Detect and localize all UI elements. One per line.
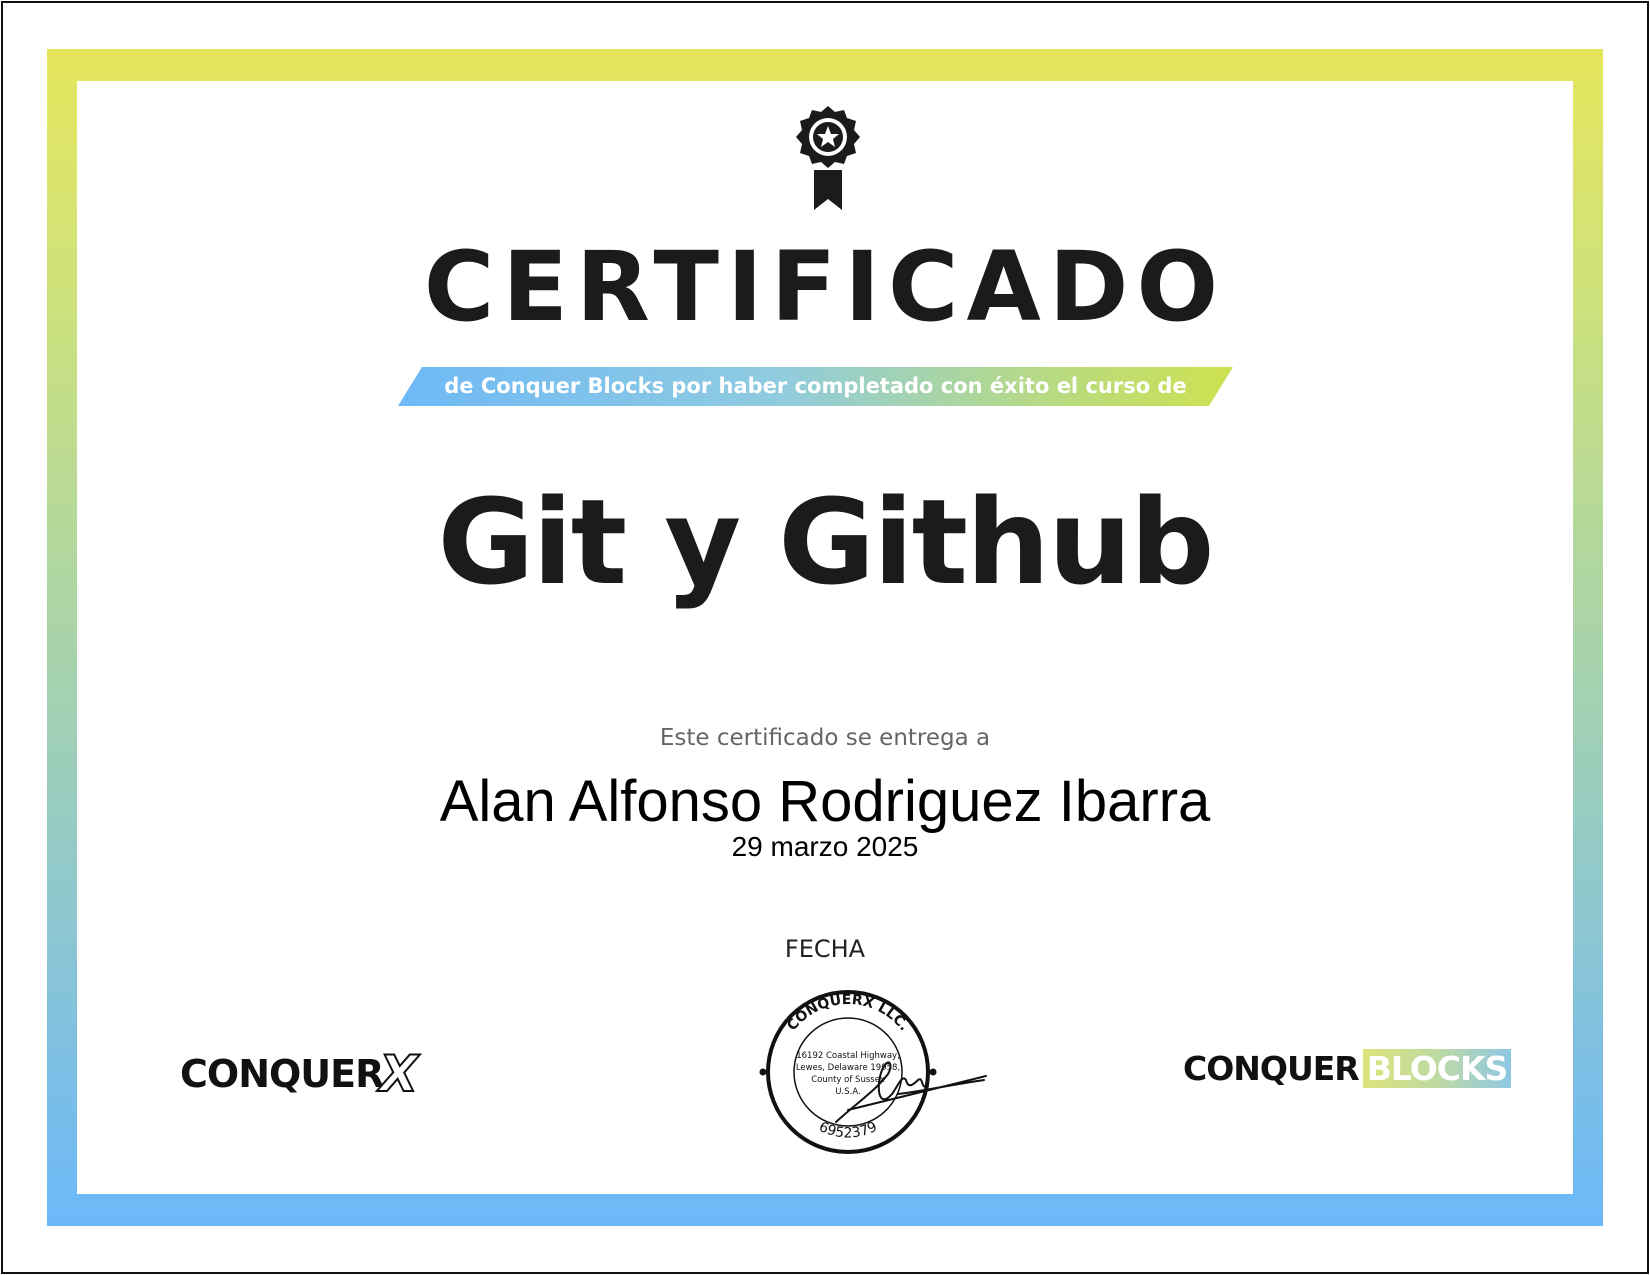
conquerx-logo-mark: X: [379, 1045, 417, 1103]
company-seal: [748, 982, 988, 1162]
awarded-to-label: Este certificado se entrega a: [659, 725, 991, 751]
conquer-blocks-logo-word: CONQUER: [1183, 1049, 1359, 1088]
subtitle-text: de Conquer Blocks por haber completado con éxito el curso de: [444, 374, 1187, 398]
conquerx-logo-word: CONQUER: [180, 1052, 384, 1096]
seal-address-line-1: 16192 Coastal Highway,: [796, 1051, 900, 1061]
seal-address-line-2: Lewes, Delaware 19958,: [795, 1063, 901, 1073]
award-badge-icon: [790, 104, 866, 210]
issue-date: 29 marzo 2025: [731, 831, 919, 862]
seal-address-line-4: U.S.A.: [835, 1087, 861, 1097]
seal-company-text: CONQUERX LLC.: [784, 991, 913, 1035]
conquer-blocks-logo-mark: BLOCKS: [1363, 1049, 1512, 1088]
conquer-blocks-logo: [1183, 1049, 1511, 1088]
certificate-title: CERTIFICADO: [423, 231, 1227, 343]
course-name: Git y Github: [437, 473, 1213, 611]
recipient-name: Alan Alfonso Rodriguez Ibarra: [439, 769, 1211, 834]
date-label: FECHA: [784, 935, 866, 963]
conquerx-logo: [180, 1045, 417, 1103]
seal-address-line-3: County of Sussex: [811, 1075, 885, 1085]
seal-number-text: 6952379: [816, 1118, 880, 1142]
